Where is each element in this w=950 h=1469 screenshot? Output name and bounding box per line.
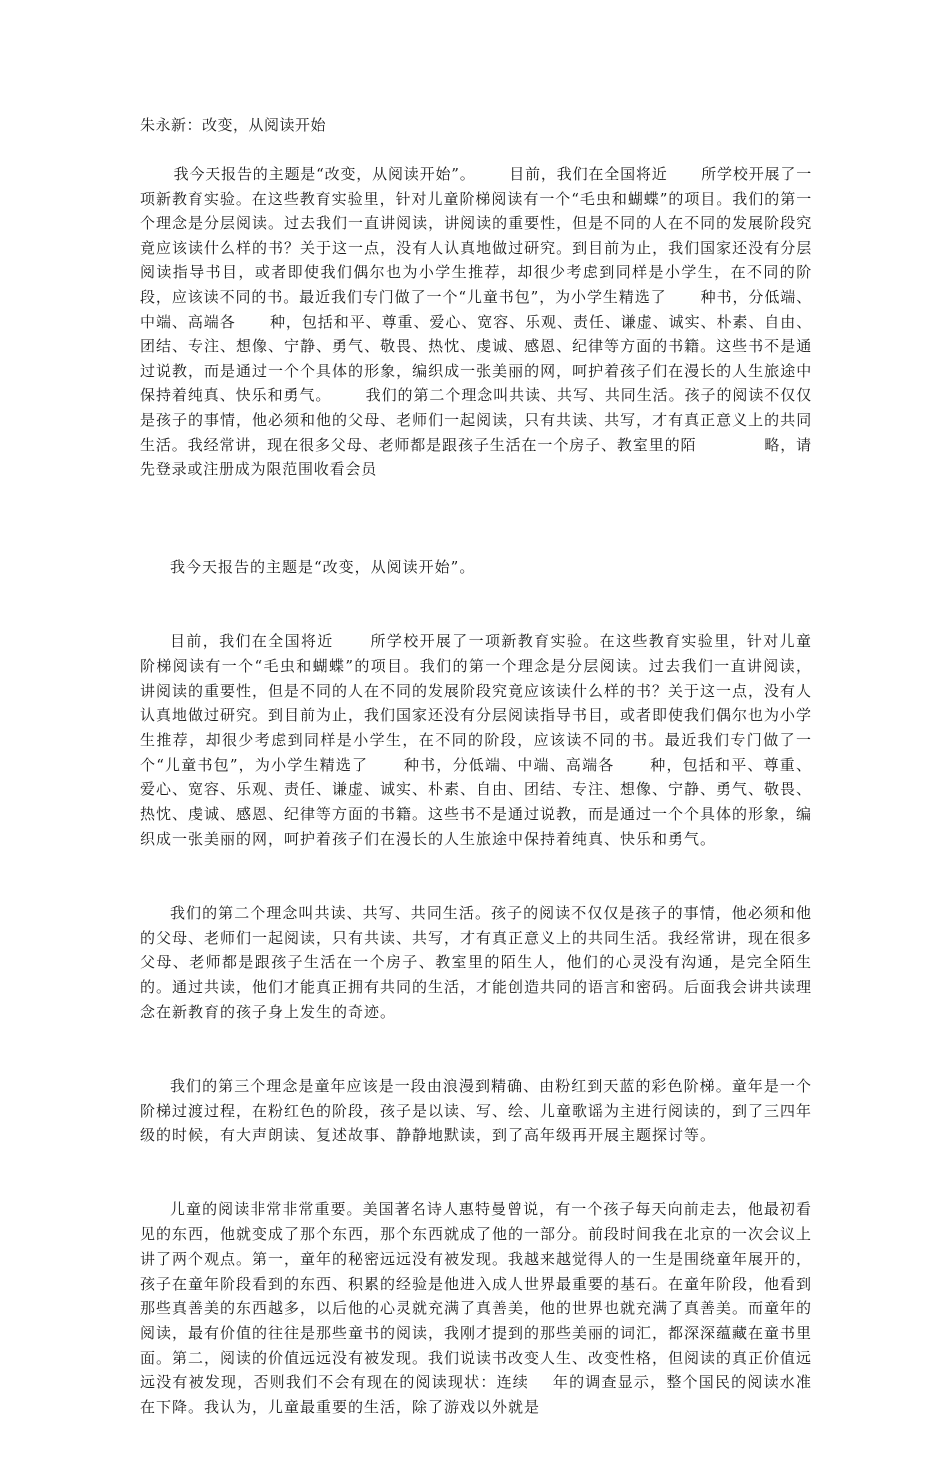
body-paragraph: 儿童的阅读非常非常重要。美国著名诗人惠特曼曾说，有一个孩子每天向前走去，他最初看见的东西，他就变成了那个东西，那个东西就成了他的一部分。前段时间我在北京的一次会议上讲了两个观点。第一，童年的秘密远远没有被发现。我越来越觉得人的一生是围绕童年展开的，孩子在童年阶段看到的东西、积累的经验是他进入成人世界最重要的基石。在童年阶段，他看到那些真善美的东西越多，以后他的心灵就充满了真善美，他的世界也就充满了真善美。而童年的阅读，最有价值的往往是那些童书的阅读，我刚才提到的那些美丽的词汇，都深深蕴藏在童书里面。第二，阅读的价值远远没有被发现。我们说读书改变人生、改变性格，但阅读的真正价值远远没有被发现，否则我们不会有现在的阅读现状：连续 年的调查显示，整个国民的阅读水准在下降。我认为，儿童最重要的生活，除了游戏以外就是 [140, 1200, 813, 1417]
document-page [140, 112, 812, 1469]
body-paragraph: 我们的第二个理念叫共读、共写、共同生活。孩子的阅读不仅仅是孩子的事情，他必须和他的父母、老师们一起阅读，只有共读、共写，才有真正意义上的共同生活。我经常讲，现在很多父母、老师都是跟孩子生活在一个房子、教室里的陌生人，他们的心灵没有沟通，是完全陌生的。通过共读，他们才能真正拥有共同的生活，才能创造共同的语言和密码。后面我会讲共读理念在新教育的孩子身上发生的奇迹。 [140, 903, 813, 1021]
body-paragraph: 我今天报告的主题是“改变，从阅读开始”。 [170, 558, 476, 577]
document-body [140, 506, 812, 1469]
document-title: 朱永新：改变，从阅读开始 [140, 116, 327, 134]
body-paragraph: 目前，我们在全国将近 所学校开展了一项新教育实验。在这些教育实验里，针对儿童阶梯阅读有一个“毛虫和蝴蝶”的项目。我们的第一个理念是分层阅读。过去我们一直讲阅读，讲阅读的重要性，但是不同的人在不同的发展阶段究竟应该读什么样的书？关于这一点，没有人认真地做过研究。到目前为止，我们国家还没有分层阅读指导书目，或者即使我们偶尔也为小学生推荐，却很少考虑到同样是小学生，在不同的阶段，应该读不同的书。最近我们专门做了一个“儿童书包”，为小学生精选了 种书，分低端、中端、高端各 种，包括和平、尊重、爱心、宽容、乐观、责任、谦虚、诚实、朴素、自由、团结、专注、想像、宁静、勇气、敬畏、热忱、虔诚、感恩、纪律等方面的书籍。这些书不是通过说教，而是通过一个个具体的形象，编织成一张美丽的网，呵护着孩子们在漫长的人生旅途中保持着纯真、快乐和勇气。 [140, 632, 813, 848]
body-paragraph: 我们的第三个理念是童年应该是一段由浪漫到精确、由粉红到天蓝的彩色阶梯。童年是一个阶梯过渡过程，在粉红色的阶段，孩子是以读、写、绘、儿童歌谣为主进行阅读的，到了三四年级的时候，有大声朗读、复述故事、静静地默读，到了高年级再开展主题探讨等。 [140, 1076, 813, 1145]
intro-paragraph: 我今天报告的主题是“改变，从阅读开始”。 目前，我们在全国将近 所学校开展了一项新教育实验。在这些教育实验里，针对儿童阶梯阅读有一个“毛虫和蝴蝶”的项目。我们的第一个理念是分层阅读。过去我们一直讲阅读，讲阅读的重要性，但是不同的人在不同的发展阶段究竟应该读什么样的书？关于这一点，没有人认真地做过研究。到目前为止，我们国家还没有分层阅读指导书目，或者即使我们偶尔也为小学生推荐，却很少考虑到同样是小学生，在不同的阶段，应该读不同的书。最近我们专门做了一个“儿童书包”，为小学生精选了 种书，分低端、中端、高端各 种，包括和平、尊重、爱心、宽容、乐观、责任、谦虚、诚实、朴素、自由、团结、专注、想像、宁静、勇气、敬畏、热忱、虔诚、感恩、纪律等方面的书籍。这些书不是通过说教，而是通过一个个具体的形象，编织成一张美丽的网，呵护着孩子们在漫长的人生旅途中保持着纯真、快乐和勇气。 我们的第二个理念叫共读、共写、共同生活。孩子的阅读不仅仅是孩子的事情，他必须和他的父母、老师们一起阅读，只有共读、共写，才有真正意义上的共同生活。我经常讲，现在很多父母、老师都是跟孩子生活在一个房子、教室里的陌 略，请先登录或注册成为限范围收看会员 [140, 165, 812, 479]
